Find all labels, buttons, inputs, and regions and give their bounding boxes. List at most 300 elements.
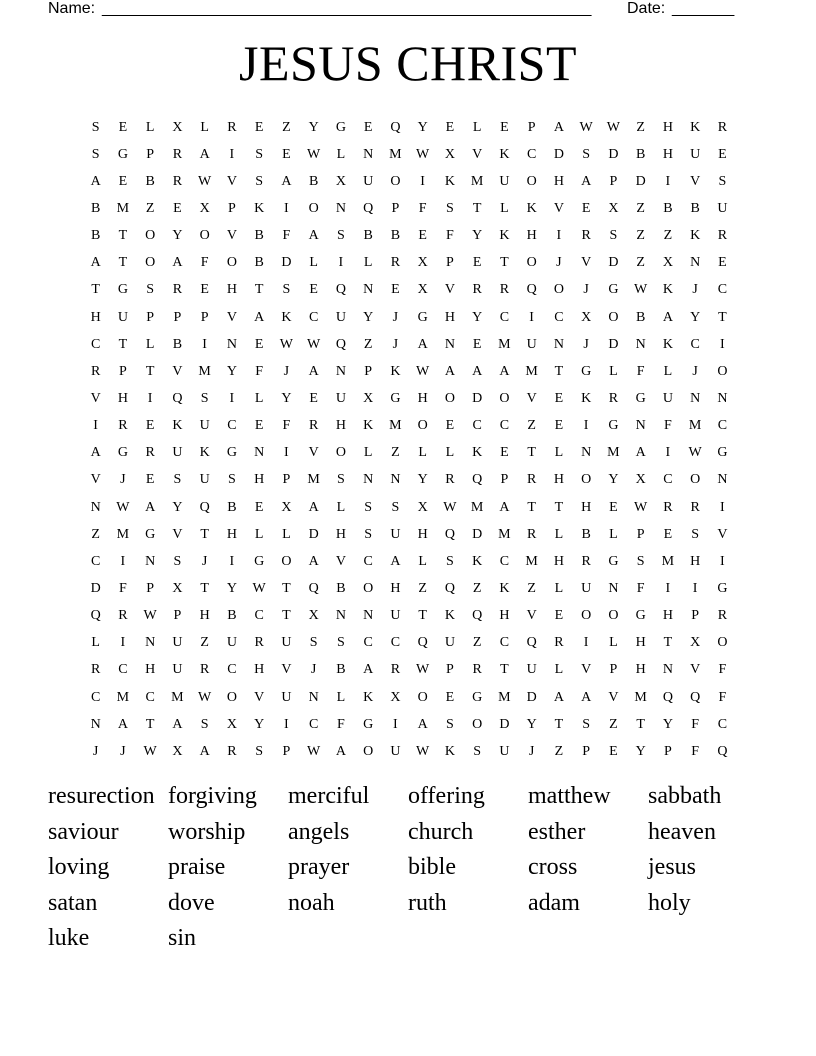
grid-letter: I bbox=[583, 418, 589, 434]
grid-letter: G bbox=[254, 553, 265, 569]
grid-letter: E bbox=[145, 418, 155, 434]
grid-letter: G bbox=[635, 390, 646, 406]
grid-letter: C bbox=[717, 282, 728, 298]
grid-letter: O bbox=[717, 635, 728, 651]
grid-letter: I bbox=[720, 499, 725, 515]
grid-letter: H bbox=[254, 472, 265, 488]
grid-letter: X bbox=[335, 173, 346, 189]
grid-letter: N bbox=[608, 580, 619, 596]
grid-letter: R bbox=[663, 499, 673, 515]
grid-letter: S bbox=[445, 553, 454, 569]
grid-letter: H bbox=[662, 608, 673, 624]
grid-letter: M bbox=[116, 689, 130, 705]
grid-letter: W bbox=[198, 173, 212, 189]
grid-letter: P bbox=[118, 363, 127, 379]
grid-letter: T bbox=[118, 228, 128, 244]
grid-letter: O bbox=[526, 255, 537, 271]
grid-letter: B bbox=[308, 173, 319, 189]
grid-letter: G bbox=[145, 526, 156, 542]
grid-letter: E bbox=[718, 255, 727, 271]
grid-letter: Z bbox=[145, 200, 155, 216]
word-bank-item: holy bbox=[648, 889, 691, 916]
grid-letter: G bbox=[581, 363, 592, 379]
grid-letter: N bbox=[363, 282, 374, 298]
grid-letter: E bbox=[445, 689, 455, 705]
grid-letter: H bbox=[499, 608, 510, 624]
grid-letter: H bbox=[226, 282, 237, 298]
grid-letter: A bbox=[90, 173, 101, 189]
grid-letter: N bbox=[390, 472, 401, 488]
grid-letter: L bbox=[554, 445, 564, 461]
grid-letter: N bbox=[690, 255, 701, 271]
grid-letter: X bbox=[581, 309, 592, 325]
grid-letter: Q bbox=[363, 200, 374, 216]
grid-letter: R bbox=[227, 119, 237, 135]
grid-letter: Q bbox=[444, 580, 455, 596]
grid-letter: I bbox=[665, 580, 671, 596]
grid-letter: S bbox=[336, 228, 345, 244]
grid-letter: B bbox=[90, 228, 101, 244]
grid-letter: A bbox=[553, 119, 564, 135]
grid-letter: B bbox=[663, 200, 673, 216]
grid-letter: R bbox=[172, 282, 183, 298]
grid-letter: B bbox=[581, 526, 591, 542]
grid-letter: P bbox=[636, 526, 645, 542]
grid-letter: A bbox=[117, 716, 128, 732]
grid-letter: N bbox=[335, 363, 346, 379]
grid-letter: R bbox=[717, 119, 728, 135]
word-bank-item: forgiving bbox=[168, 783, 257, 809]
grid-letter: I bbox=[229, 390, 235, 406]
grid-letter: O bbox=[390, 173, 401, 189]
grid-letter: B bbox=[336, 662, 346, 678]
grid-letter: I bbox=[665, 445, 671, 461]
grid-letter: Z bbox=[636, 228, 645, 244]
grid-letter: A bbox=[472, 363, 483, 379]
grid-letter: X bbox=[417, 255, 428, 271]
grid-letter: E bbox=[254, 336, 264, 352]
grid-letter: H bbox=[390, 580, 401, 596]
grid-letter: G bbox=[608, 282, 619, 298]
grid-letter: A bbox=[499, 499, 510, 515]
grid-letter: D bbox=[553, 146, 564, 162]
grid-letter: E bbox=[500, 445, 509, 461]
grid-letter: Z bbox=[363, 336, 373, 352]
grid-letter: D bbox=[308, 526, 319, 542]
grid-letter: J bbox=[392, 309, 399, 325]
grid-letter: M bbox=[661, 553, 675, 569]
grid-letter: O bbox=[608, 608, 619, 624]
grid-letter: W bbox=[279, 336, 293, 352]
grid-letter: E bbox=[118, 173, 128, 189]
grid-letter: W bbox=[606, 119, 620, 135]
grid-letter: E bbox=[173, 200, 182, 216]
grid-letter: G bbox=[417, 309, 428, 325]
grid-letter: C bbox=[118, 662, 128, 678]
grid-letter: S bbox=[609, 228, 618, 244]
grid-letter: X bbox=[417, 499, 428, 515]
grid-letter: O bbox=[526, 173, 537, 189]
grid-letter: W bbox=[634, 499, 648, 515]
grid-letter: C bbox=[526, 146, 537, 162]
grid-letter: J bbox=[583, 282, 589, 298]
grid-letter: J bbox=[92, 743, 99, 759]
grid-letter: D bbox=[499, 716, 510, 732]
grid-row bbox=[82, 277, 736, 304]
grid-letter: B bbox=[336, 580, 346, 596]
word-bank-item: praise bbox=[168, 854, 226, 881]
grid-letter: A bbox=[662, 309, 673, 325]
grid-letter: H bbox=[635, 635, 646, 651]
grid-letter: V bbox=[172, 363, 183, 379]
grid-letter: S bbox=[255, 146, 264, 162]
grid-letter: P bbox=[527, 119, 536, 135]
grid-letter: B bbox=[390, 228, 401, 244]
grid-letter: Z bbox=[91, 526, 100, 542]
grid-letter: I bbox=[720, 553, 725, 569]
grid-letter: U bbox=[499, 743, 510, 759]
grid-letter: S bbox=[282, 282, 291, 298]
grid-letter: Y bbox=[308, 119, 319, 135]
grid-letter: W bbox=[143, 743, 157, 759]
grid-letter: Q bbox=[526, 282, 537, 298]
grid-letter: H bbox=[254, 662, 265, 678]
grid-letter: V bbox=[608, 689, 619, 705]
grid-letter: V bbox=[226, 173, 237, 189]
grid-letter: A bbox=[90, 445, 101, 461]
grid-letter: S bbox=[691, 526, 700, 542]
grid-letter: L bbox=[336, 689, 346, 705]
grid-letter: I bbox=[147, 390, 153, 406]
grid-letter: K bbox=[499, 228, 510, 244]
name-field[interactable]: _______________________________________________________ bbox=[102, 0, 592, 17]
grid-letter: U bbox=[390, 743, 401, 759]
grid-letter: N bbox=[226, 336, 237, 352]
grid-letter: R bbox=[118, 418, 128, 434]
grid-letter: M bbox=[498, 526, 511, 542]
grid-letter: L bbox=[363, 255, 373, 271]
grid-letter: B bbox=[635, 146, 646, 162]
grid-letter: O bbox=[281, 553, 292, 569]
grid-letter: J bbox=[692, 363, 698, 379]
grid-letter: S bbox=[309, 635, 318, 651]
grid-letter: E bbox=[391, 282, 400, 298]
grid-row bbox=[82, 684, 736, 711]
grid-letter: K bbox=[499, 580, 510, 596]
grid-letter: R bbox=[172, 146, 183, 162]
grid-letter: T bbox=[718, 309, 727, 325]
grid-letter: B bbox=[363, 228, 373, 244]
grid-letter: B bbox=[227, 499, 237, 515]
grid-letter: J bbox=[392, 336, 399, 352]
grid-letter: J bbox=[556, 255, 562, 271]
grid-letter: S bbox=[146, 282, 155, 298]
grid-letter: M bbox=[634, 689, 647, 705]
grid-letter: T bbox=[554, 363, 564, 379]
grid-letter: P bbox=[227, 200, 236, 216]
grid-letter: A bbox=[390, 553, 401, 569]
grid-letter: F bbox=[663, 418, 672, 434]
grid-letter: E bbox=[254, 119, 264, 135]
grid-letter: W bbox=[416, 662, 430, 678]
grid-letter: L bbox=[91, 635, 100, 651]
date-field[interactable]: _______ bbox=[672, 0, 735, 17]
grid-letter: U bbox=[717, 200, 728, 216]
grid-letter: E bbox=[472, 255, 482, 271]
grid-letter: B bbox=[90, 200, 101, 216]
grid-letter: H bbox=[90, 309, 101, 325]
grid-letter: M bbox=[498, 689, 511, 705]
grid-letter: R bbox=[526, 526, 537, 542]
grid-letter: S bbox=[364, 526, 373, 542]
grid-letter: T bbox=[527, 499, 536, 515]
grid-letter: L bbox=[445, 445, 455, 461]
grid-letter: H bbox=[335, 526, 346, 542]
grid-letter: F bbox=[200, 255, 209, 271]
grid-letter: S bbox=[364, 499, 373, 515]
grid-letter: L bbox=[554, 526, 564, 542]
grid-letter: W bbox=[198, 689, 212, 705]
grid-letter: M bbox=[470, 173, 484, 189]
grid-letter: H bbox=[581, 499, 592, 515]
grid-letter: R bbox=[145, 445, 155, 461]
grid-letter: Z bbox=[472, 580, 482, 596]
grid-letter: X bbox=[172, 580, 183, 596]
grid-letter: O bbox=[417, 689, 428, 705]
grid-letter: N bbox=[363, 146, 374, 162]
grid-letter: R bbox=[227, 743, 237, 759]
grid-letter: Q bbox=[335, 282, 346, 298]
grid-letter: T bbox=[500, 255, 509, 271]
grid-row bbox=[82, 223, 736, 250]
grid-letter: Q bbox=[172, 390, 183, 406]
grid-letter: J bbox=[120, 743, 126, 759]
word-bank-item: noah bbox=[288, 889, 335, 916]
grid-letter: U bbox=[499, 173, 510, 189]
grid-letter: T bbox=[200, 526, 209, 542]
grid-letter: O bbox=[717, 363, 728, 379]
grid-letter: Z bbox=[636, 200, 645, 216]
grid-letter: D bbox=[472, 526, 483, 542]
grid-letter: V bbox=[254, 689, 265, 705]
grid-letter: C bbox=[717, 418, 728, 434]
grid-letter: N bbox=[553, 336, 564, 352]
grid-letter: T bbox=[636, 716, 645, 732]
grid-letter: A bbox=[308, 363, 319, 379]
grid-letter: B bbox=[635, 309, 646, 325]
grid-letter: W bbox=[307, 146, 321, 162]
grid-letter: F bbox=[445, 228, 454, 244]
grid-letter: H bbox=[662, 119, 673, 135]
grid-letter: Y bbox=[417, 119, 428, 135]
grid-letter: L bbox=[663, 363, 673, 379]
grid-letter: H bbox=[117, 390, 128, 406]
grid-letter: A bbox=[199, 146, 210, 162]
grid-letter: T bbox=[145, 363, 155, 379]
grid-letter: V bbox=[472, 146, 483, 162]
grid-letter: P bbox=[200, 309, 209, 325]
grid-row bbox=[82, 467, 736, 494]
grid-letter: P bbox=[609, 173, 618, 189]
grid-letter: A bbox=[172, 255, 183, 271]
grid-letter: M bbox=[498, 336, 511, 352]
grid-letter: R bbox=[254, 635, 264, 651]
grid-letter: W bbox=[252, 580, 266, 596]
grid-letter: Z bbox=[636, 255, 645, 271]
grid-letter: L bbox=[500, 200, 509, 216]
grid-letter: X bbox=[662, 255, 673, 271]
grid-letter: K bbox=[472, 445, 483, 461]
grid-letter: K bbox=[363, 689, 374, 705]
grid-letter: H bbox=[199, 608, 210, 624]
grid-letter: Y bbox=[690, 309, 701, 325]
grid-letter: P bbox=[282, 472, 291, 488]
grid-letter: U bbox=[117, 309, 128, 325]
grid-letter: L bbox=[363, 445, 373, 461]
grid-letter: A bbox=[199, 743, 210, 759]
grid-letter: W bbox=[416, 363, 430, 379]
grid-letter: D bbox=[90, 580, 101, 596]
grid-letter: R bbox=[690, 499, 700, 515]
grid-letter: S bbox=[718, 173, 727, 189]
grid-letter: G bbox=[717, 580, 728, 596]
grid-letter: P bbox=[173, 309, 182, 325]
grid-letter: G bbox=[390, 390, 401, 406]
grid-letter: F bbox=[255, 363, 264, 379]
grid-letter: K bbox=[444, 608, 455, 624]
grid-letter: H bbox=[417, 390, 428, 406]
grid-letter: Q bbox=[526, 635, 537, 651]
grid-letter: Z bbox=[282, 119, 291, 135]
grid-row bbox=[82, 331, 736, 358]
grid-letter: U bbox=[662, 390, 673, 406]
grid-letter: R bbox=[499, 282, 510, 298]
grid-letter: J bbox=[528, 743, 535, 759]
grid-letter: E bbox=[309, 390, 318, 406]
grid-letter: A bbox=[145, 499, 156, 515]
grid-letter: N bbox=[717, 472, 728, 488]
grid-letter: C bbox=[90, 553, 101, 569]
grid-letter: F bbox=[282, 228, 291, 244]
grid-letter: K bbox=[581, 390, 592, 406]
grid-letter: E bbox=[445, 119, 455, 135]
word-bank-item: angels bbox=[288, 818, 350, 845]
grid-letter: K bbox=[444, 743, 455, 759]
grid-letter: A bbox=[635, 445, 646, 461]
grid-letter: G bbox=[117, 282, 128, 298]
grid-letter: P bbox=[445, 662, 454, 678]
grid-letter: V bbox=[581, 662, 592, 678]
grid-letter: O bbox=[499, 390, 510, 406]
grid-letter: Q bbox=[199, 499, 210, 515]
grid-letter: X bbox=[690, 635, 701, 651]
grid-letter: F bbox=[718, 689, 727, 705]
grid-letter: R bbox=[390, 662, 401, 678]
word-bank-item: jesus bbox=[648, 854, 696, 881]
grid-letter: N bbox=[635, 336, 646, 352]
grid-letter: G bbox=[608, 418, 619, 434]
grid-letter: S bbox=[255, 743, 264, 759]
grid-letter: G bbox=[335, 119, 346, 135]
grid-letter: O bbox=[608, 309, 619, 325]
grid-letter: G bbox=[608, 553, 619, 569]
grid-letter: S bbox=[445, 200, 454, 216]
grid-letter: U bbox=[444, 635, 455, 651]
grid-letter: C bbox=[554, 309, 564, 325]
grid-letter: X bbox=[308, 608, 319, 624]
grid-letter: Z bbox=[554, 743, 564, 759]
grid-letter: S bbox=[336, 472, 345, 488]
grid-letter: O bbox=[581, 472, 592, 488]
grid-letter: M bbox=[171, 689, 184, 705]
grid-letter: N bbox=[717, 390, 728, 406]
grid-letter: W bbox=[634, 282, 648, 298]
grid-letter: U bbox=[199, 418, 210, 434]
grid-letter: O bbox=[581, 608, 592, 624]
grid-letter: I bbox=[338, 255, 344, 271]
grid-letter: C bbox=[363, 635, 373, 651]
grid-letter: E bbox=[581, 200, 591, 216]
grid-letter: P bbox=[146, 309, 155, 325]
grid-letter: A bbox=[308, 228, 319, 244]
grid-letter: Z bbox=[472, 635, 482, 651]
grid-letter: C bbox=[499, 309, 510, 325]
grid-letter: T bbox=[118, 255, 128, 271]
grid-letter: N bbox=[363, 472, 374, 488]
grid-letter: V bbox=[226, 309, 237, 325]
grid-letter: R bbox=[608, 390, 619, 406]
grid-letter: L bbox=[254, 526, 264, 542]
grid-letter: N bbox=[363, 608, 374, 624]
grid-letter: D bbox=[526, 689, 537, 705]
grid-letter: S bbox=[445, 716, 454, 732]
grid-row bbox=[82, 603, 736, 630]
grid-letter: L bbox=[336, 499, 346, 515]
grid-letter: E bbox=[718, 146, 727, 162]
grid-letter: T bbox=[282, 608, 291, 624]
grid-letter: Z bbox=[200, 635, 209, 651]
grid-letter: F bbox=[691, 743, 700, 759]
grid-letter: V bbox=[581, 255, 592, 271]
grid-row bbox=[82, 168, 736, 195]
grid-letter: O bbox=[363, 580, 374, 596]
grid-letter: M bbox=[389, 146, 402, 162]
grid-letter: I bbox=[720, 336, 725, 352]
grid-letter: W bbox=[688, 445, 702, 461]
grid-letter: V bbox=[335, 553, 346, 569]
grid-letter: K bbox=[690, 119, 701, 135]
grid-letter: K bbox=[662, 282, 673, 298]
grid-letter: K bbox=[199, 445, 210, 461]
grid-letter: L bbox=[336, 146, 346, 162]
grid-letter: A bbox=[363, 662, 374, 678]
grid-letter: F bbox=[282, 418, 291, 434]
grid-letter: Y bbox=[281, 390, 292, 406]
grid-letter: I bbox=[284, 716, 289, 732]
grid-row bbox=[82, 114, 736, 141]
grid-letter: X bbox=[281, 499, 292, 515]
grid-letter: R bbox=[472, 282, 482, 298]
grid-letter: A bbox=[499, 363, 510, 379]
grid-letter: X bbox=[444, 146, 455, 162]
grid-letter: U bbox=[281, 635, 292, 651]
grid-letter: N bbox=[444, 336, 455, 352]
grid-letter: X bbox=[226, 716, 237, 732]
grid-letter: Y bbox=[254, 716, 265, 732]
word-bank-item: sabbath bbox=[648, 783, 722, 809]
grid-letter: T bbox=[145, 716, 155, 732]
grid-letter: B bbox=[227, 608, 237, 624]
